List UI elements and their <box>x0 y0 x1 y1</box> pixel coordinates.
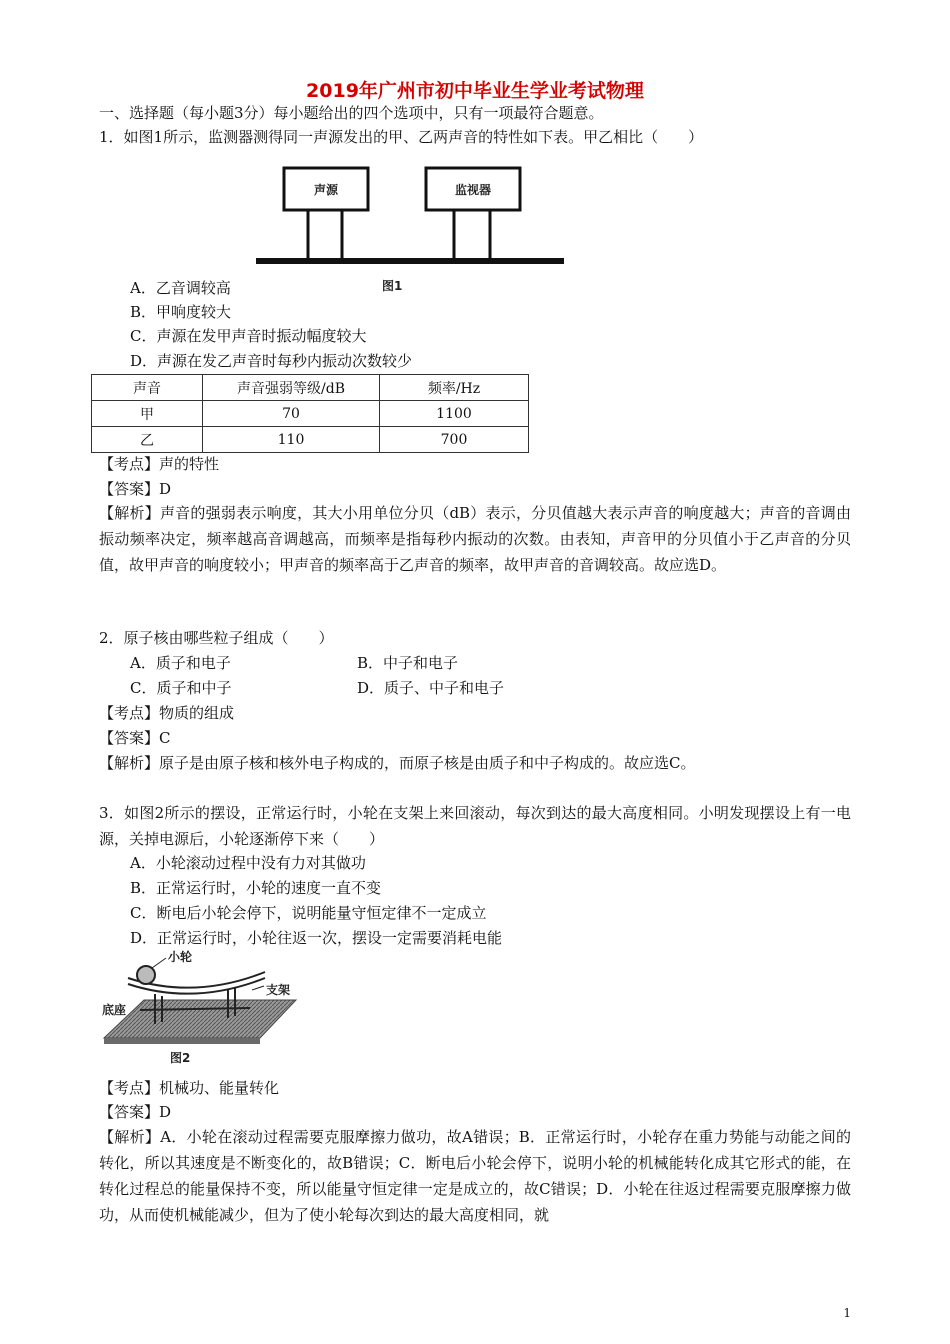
q2-option-b: B．中子和电子 <box>357 654 459 672</box>
figure-1-monitor-label: 监视器 <box>454 183 492 197</box>
q3-stem: 3．如图2所示的摆设，正常运行时，小轮在支架上来回滚动，每次到达的最大高度相同。小明发现摆设上有一电源，关掉电源后，小轮逐渐停下来（ ） <box>99 804 851 848</box>
q1-option-d: D．声源在发乙声音时每秒内振动次数较少 <box>130 352 413 370</box>
q3-option-a: A．小轮滚动过程中没有力对其做功 <box>130 854 366 872</box>
table-row <box>92 427 529 453</box>
figure-1-caption: 图1 <box>382 279 403 293</box>
q3-kaodian: 【考点】机械功、能量转化 <box>99 1079 280 1097</box>
q3-option-d: D．正常运行时，小轮往返一次，摆设一定需要消耗电能 <box>130 929 503 947</box>
figure-1 <box>252 160 572 300</box>
table-cell: 110 <box>203 427 380 453</box>
q1-stem: 1．如图1所示，监测器测得同一声源发出的甲、乙两声音的特性如下表。甲乙相比（ ） <box>99 128 704 146</box>
q3-answer: 【答案】D <box>99 1103 172 1121</box>
q2-analysis: 【解析】原子是由原子核和核外电子构成的，而原子核是由质子和中子构成的。故应选C。 <box>99 754 696 772</box>
figure-2-base <box>104 1000 296 1044</box>
table-header-cell: 声音 <box>92 375 203 401</box>
q3-option-b: B．正常运行时，小轮的速度一直不变 <box>130 879 382 897</box>
q1-data-table <box>91 374 529 453</box>
figure-2-caption: 图2 <box>170 1051 191 1065</box>
paper-title: 2019年广州市初中毕业生学业考试物理 <box>306 80 644 102</box>
q2-option-c: C．质子和中子 <box>130 679 232 697</box>
table-header-row <box>92 375 529 401</box>
q1-option-a: A．乙音调较高 <box>130 279 231 297</box>
table-cell: 70 <box>203 401 380 427</box>
table-cell: 1100 <box>380 401 529 427</box>
figure-1-source-box <box>284 168 368 260</box>
table-cell: 甲 <box>92 401 203 427</box>
table-cell: 乙 <box>92 427 203 453</box>
q1-analysis: 【解析】声音的强弱表示响度，其大小用单位分贝（dB）表示，分贝值越大表示声音的响度越大；声音的音调由振动频率决定，频率越高音调越高，而频率是指每秒内振动的次数。由表知，声音甲的分贝值小于乙声音的分贝值，故甲声音的响度较小；甲声音的频率高于乙声音的频率，故甲声音的音调较高。故应选D。 <box>99 504 851 574</box>
table-row <box>92 401 529 427</box>
table-header-cell: 频率/Hz <box>380 375 529 401</box>
q2-option-a: A．质子和电子 <box>130 654 231 672</box>
q2-answer: 【答案】C <box>99 729 171 747</box>
q1-option-b: B．甲响度较大 <box>130 303 232 321</box>
figure-1-monitor-box <box>426 168 520 260</box>
figure-2-bracket-label: 支架 <box>266 983 291 997</box>
figure-2 <box>100 950 300 1068</box>
q2-stem: 2．原子核由哪些粒子组成（ ） <box>99 629 334 647</box>
figure-2-wheel <box>137 966 155 984</box>
figure-2-base-label: 底座 <box>102 1003 127 1017</box>
figure-1-ground-bar <box>256 258 564 264</box>
q3-option-c: C．断电后小轮会停下，说明能量守恒定律不一定成立 <box>130 904 487 922</box>
figure-2-wheel-label: 小轮 <box>168 950 193 964</box>
table-header-cell: 声音强弱等级/dB <box>203 375 380 401</box>
q1-option-c: C．声源在发甲声音时振动幅度较大 <box>130 327 367 345</box>
table-cell: 700 <box>380 427 529 453</box>
q1-answer: 【答案】D <box>99 480 172 498</box>
figure-1-source-label: 声源 <box>313 183 339 197</box>
section-header: 一、选择题（每小题3分）每小题给出的四个选项中，只有一项最符合题意。 <box>99 104 604 122</box>
q1-kaodian: 【考点】声的特性 <box>99 455 220 473</box>
q3-analysis: 【解析】A．小轮在滚动过程需要克服摩擦力做功，故A错误；B．正常运行时，小轮存在重力势能与动能之间的转化，所以其速度是不断变化的，故B错误；C．断电后小轮会停下，说明小轮的机械能转化成其它形式的能，在转化过程总的能量保持不变，所以能量守恒定律一定是成立的，故C错误；D．小轮在往返过程需要克服摩擦力做功，从而使机械能减少，但为了使小轮每次到达的最大高度相同，就 <box>99 1128 851 1224</box>
q2-option-d: D．质子、中子和电子 <box>357 679 505 697</box>
q2-kaodian: 【考点】物质的组成 <box>99 704 235 722</box>
page-number: 1 <box>843 1306 851 1320</box>
